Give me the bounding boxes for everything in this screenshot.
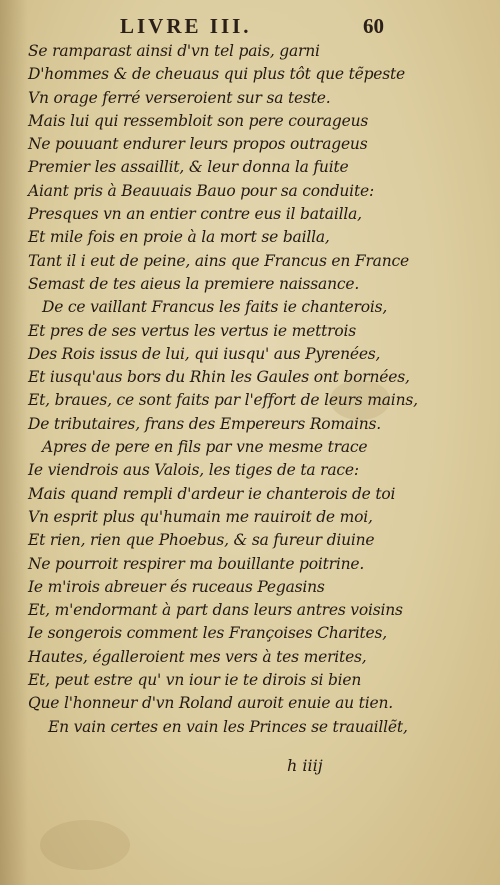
verse-line: Vn orage ferré verseroient sur sa teste. — [28, 88, 331, 107]
verse-line: Et, braues, ce sont faits par l'effort de leurs mains, — [28, 391, 418, 410]
verse-line: Ie songerois comment les Françoises Charites, — [28, 624, 387, 643]
verse-line: Apres de pere en fils par vne mesme trace — [42, 438, 368, 457]
verse-line: Tant il i eut de peine, ains que Francus en France — [28, 251, 409, 270]
verse-line: Et, m'endormant à part dans leurs antres voisins — [28, 601, 403, 620]
poem-text — [28, 40, 418, 739]
verse-line: Aiant pris à Beauuais Bauo pour sa conduite: — [28, 181, 374, 200]
verse-line: D'hommes & de cheuaus qui plus tôt que tẽpeste — [28, 65, 406, 84]
paper-stain — [40, 820, 130, 870]
verse-line: Ie viendrois aus Valois, les tiges de ta race: — [28, 461, 359, 480]
verse-line: En vain certes en vain les Princes se trauaillẽt, — [48, 717, 408, 736]
verse-line: Mais lui qui ressembloit son pere courageus — [28, 111, 369, 130]
verse-line: Et mile fois en proie à la mort se bailla, — [28, 228, 330, 247]
verse-line: Semast de tes aieus la premiere naissance. — [28, 274, 360, 293]
verse-line: Et iusqu'aus bors du Rhin les Gaules ont bornées, — [28, 368, 410, 387]
verse-line: Ne pouuant endurer leurs propos outrageus — [28, 135, 368, 154]
verse-line: Mais quand rempli d'ardeur ie chanterois de toi — [28, 484, 396, 503]
verse-line: Et rien, rien que Phoebus, & sa fureur diuine — [28, 531, 375, 550]
verse-line: De tributaires, frans des Empereurs Romains. — [28, 414, 381, 433]
verse-line: Vn esprit plus qu'humain me rauiroit de moi, — [28, 507, 373, 526]
verse-line: Presques vn an entier contre eus il batailla, — [28, 205, 362, 224]
verse-line: Des Rois issus de lui, qui iusqu' aus Pyrenées, — [28, 344, 381, 363]
verse-line: Se ramparast ainsi d'vn tel pais, garni — [28, 42, 320, 60]
page-number: 60 — [363, 14, 384, 38]
verse-line: Ne pourroit respirer ma bouillante poitrine. — [28, 554, 365, 573]
verse-line: Que l'honneur d'vn Roland auroit enuie au tien. — [28, 694, 393, 713]
signature-mark: h iiij — [287, 756, 323, 775]
verse-line: Hautes, égalleroient mes vers à tes merites, — [28, 647, 367, 666]
verse-line: Et pres de ses vertus les vertus ie mettrois — [28, 321, 356, 340]
verse-line: Et, peut estre qu' vn iour ie te dirois si bien — [28, 671, 362, 690]
running-title: LIVRE III. — [120, 14, 252, 38]
running-head — [0, 8, 500, 38]
verse-line: Premier les assaillit, & leur donna la fuite — [28, 158, 349, 177]
verse-line: De ce vaillant Francus les faits ie chanterois, — [42, 298, 388, 317]
verse-line: Ie m'irois abreuer és ruceaus Pegasins — [28, 577, 325, 596]
